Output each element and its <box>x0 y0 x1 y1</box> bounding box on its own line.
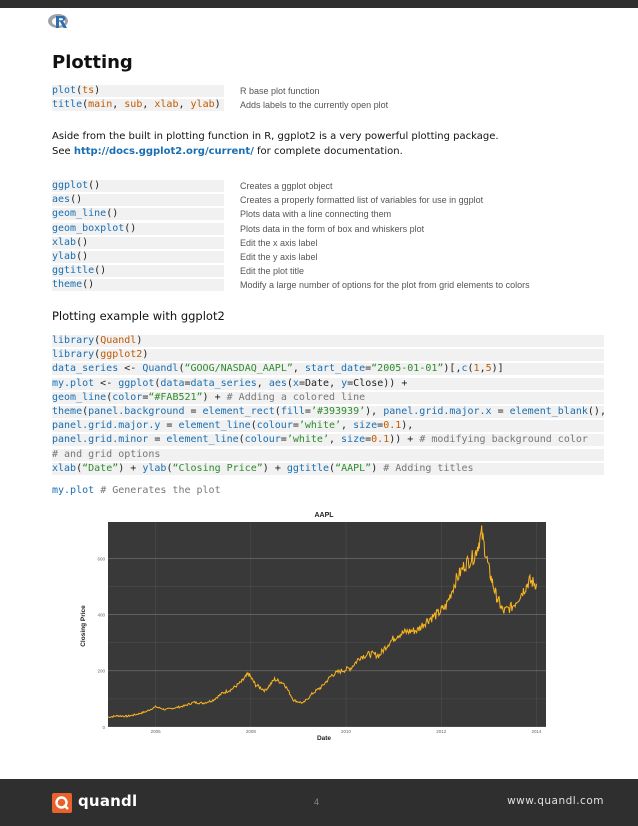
aapl-chart <box>78 508 548 742</box>
x-tick-label: 2010 <box>341 729 352 734</box>
function-description: R base plot function <box>240 86 320 96</box>
function-description: Edit the x axis label <box>240 237 318 248</box>
function-description: Creates a properly formatted list of variables for use in ggplot <box>240 195 484 206</box>
code-text: ggtitle() <box>52 265 107 277</box>
r-logo-icon <box>47 12 71 32</box>
x-tick-label: 2012 <box>436 729 447 734</box>
function-description: Edit the y axis label <box>240 251 318 262</box>
function-description: Adds labels to the currently open plot <box>240 100 389 111</box>
code-text: aes() <box>52 194 83 206</box>
top-bar <box>0 0 638 8</box>
function-description: Modify a large number of options for the plot from grid elements to colors <box>240 280 530 291</box>
plot-panel <box>108 522 546 727</box>
quandl-logo-icon <box>52 793 72 813</box>
function-row <box>52 222 604 236</box>
intro-see-line <box>52 144 592 159</box>
ggplot-functions-table <box>52 179 604 293</box>
code-text: # and grid options <box>52 448 161 460</box>
y-tick-label: 0 <box>102 724 105 730</box>
function-row <box>52 98 604 112</box>
function-row <box>52 193 604 207</box>
code-text: geom_boxplot() <box>52 222 137 234</box>
x-axis-label: Date <box>316 735 332 742</box>
code-line <box>52 448 604 462</box>
chart-title: AAPL <box>314 512 334 519</box>
function-row <box>52 236 604 250</box>
page-title: Plotting <box>52 52 133 73</box>
code-line <box>52 377 604 391</box>
code-line <box>52 462 604 476</box>
intro-rest-text: for complete documentation. <box>253 146 403 157</box>
function-row <box>52 250 604 264</box>
function-row <box>52 179 604 193</box>
function-row <box>52 264 604 278</box>
footer-website-link[interactable]: www.quandl.com <box>507 795 604 807</box>
y-tick-label: 400 <box>97 612 105 618</box>
code-line <box>52 419 604 433</box>
function-row <box>52 84 604 98</box>
intro-see-text: See <box>52 146 74 157</box>
function-row <box>52 207 604 221</box>
code-text: data_series <- Quandl(“GOOG/NASDAQ_AAPL”, start_date=“2005-01-01”)[,c(1,5)] <box>52 363 504 375</box>
code-text: title(main, sub, xlab, ylab) <box>52 99 221 111</box>
code-text: my.plot # Generates the plot <box>52 485 221 496</box>
y-tick-label: 600 <box>97 556 105 562</box>
base-functions-table <box>52 84 604 112</box>
intro-line: Aside from the built in plotting function in R, ggplot2 is a very powerful plotting package. <box>52 131 499 142</box>
x-tick-labels <box>151 729 542 734</box>
page-number: 4 <box>314 797 320 807</box>
function-description: Edit the plot title <box>240 266 305 277</box>
ggplot2-docs-link[interactable]: http://docs.ggplot2.org/current/ <box>73 146 254 157</box>
code-text: panel.grid.minor = element_line(colour=’white’, size=0.1)) + # modifying background color <box>52 434 588 446</box>
x-tick-label: 2008 <box>245 729 256 734</box>
code-text: plot(ts) <box>52 85 101 96</box>
intro-paragraph <box>52 129 592 159</box>
code-text: ggplot() <box>52 180 101 191</box>
x-tick-label: 2014 <box>531 729 542 734</box>
function-description: Plots data in the form of box and whiskers plot <box>240 223 425 234</box>
function-description: Creates a ggplot object <box>240 181 333 191</box>
example-heading: Plotting example with ggplot2 <box>52 309 225 323</box>
generate-code-line <box>52 484 604 498</box>
code-text: theme() <box>52 279 95 291</box>
function-description: Plots data with a line connecting them <box>240 209 392 220</box>
code-line <box>52 391 604 405</box>
code-text: ylab() <box>52 250 89 262</box>
code-line <box>52 484 604 498</box>
code-line <box>52 433 604 447</box>
code-text: library(ggplot2) <box>52 349 149 361</box>
code-text: theme(panel.background = element_rect(fill=’#393939’), panel.grid.major.x = element_blank(), <box>52 405 606 417</box>
y-tick-label: 200 <box>97 668 105 674</box>
code-text: xlab() <box>52 236 89 248</box>
code-text: geom_line() <box>52 208 119 220</box>
code-text: library(Quandl) <box>52 335 143 346</box>
code-line <box>52 362 604 376</box>
code-text: geom_line(color=“#FAB521”) + # Adding a colored line <box>52 391 366 403</box>
footer-brand: quandl <box>78 792 138 810</box>
code-text: xlab(“Date”) + ylab(“Closing Price”) + ggtitle(“AAPL”) # Adding titles <box>52 462 474 474</box>
code-line <box>52 334 604 348</box>
y-tick-labels <box>97 556 105 729</box>
code-line <box>52 405 604 419</box>
x-tick-label: 2006 <box>150 729 161 734</box>
code-text: panel.grid.major.y = element_line(colour=’white’, size=0.1), <box>52 420 414 432</box>
function-row <box>52 278 604 292</box>
example-code-block <box>52 334 604 476</box>
code-line <box>52 348 604 362</box>
y-axis-label: Closing Price <box>80 605 87 647</box>
code-text: my.plot <- ggplot(data=data_series, aes(x=Date, y=Close)) + <box>52 377 408 389</box>
